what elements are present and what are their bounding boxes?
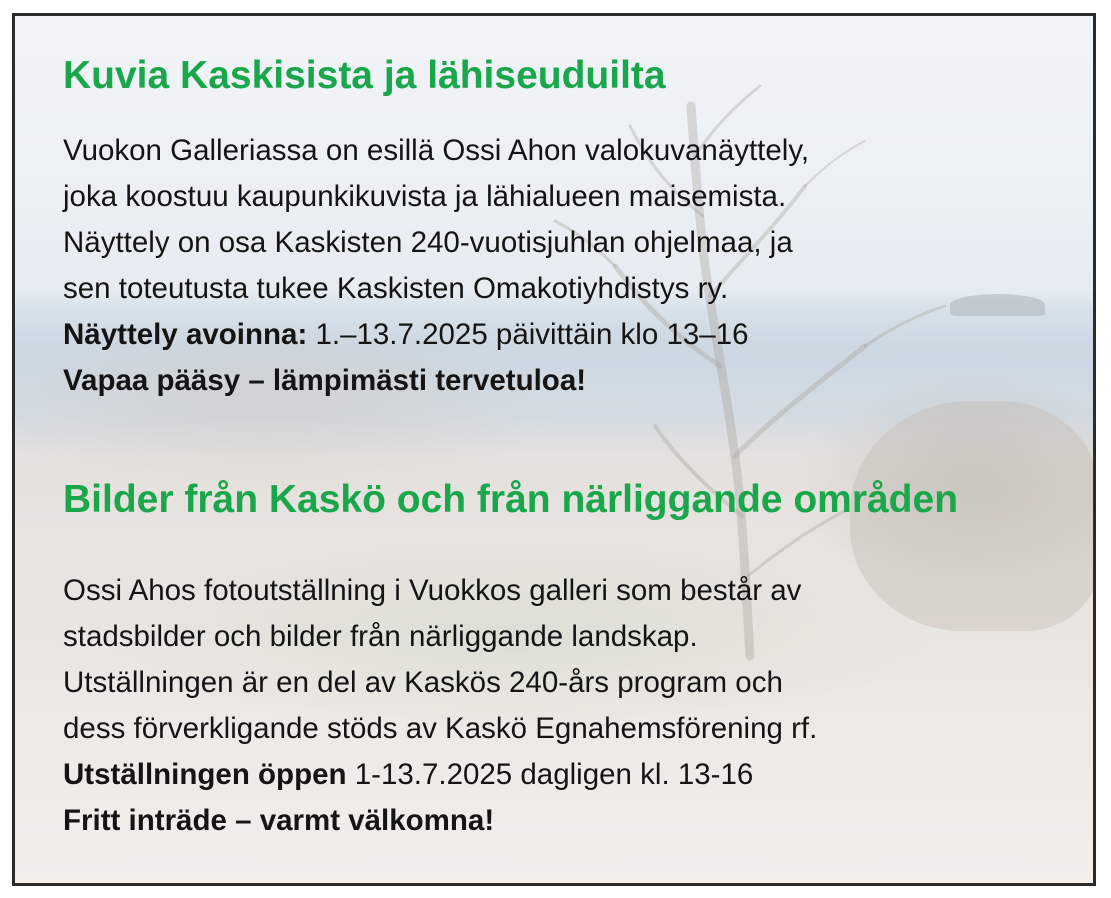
finnish-open-value: 1.–13.7.2025 päivittäin klo 13–16 (307, 318, 749, 351)
swedish-open-label: Utställningen öppen (63, 758, 347, 791)
swedish-open-value: 1-13.7.2025 dagligen kl. 13-16 (346, 758, 754, 791)
finnish-line-3: Näyttely on osa Kaskisten 240-vuotisjuhlan ohjelmaa, ja (63, 226, 793, 259)
swedish-paragraph (63, 568, 817, 844)
poster-content (15, 16, 1093, 883)
finnish-line-4: sen toteutusta tukee Kaskisten Omakotiyhdistys ry. (63, 272, 729, 305)
poster-frame (12, 13, 1096, 886)
finnish-welcome: Vapaa pääsy – lämpimästi tervetuloa! (63, 364, 587, 397)
swedish-line-2: stadsbilder och bilder från närliggande landskap. (63, 620, 698, 653)
finnish-line-1: Vuokon Galleriassa on esillä Ossi Ahon valokuvanäyttely, (63, 134, 810, 167)
swedish-heading: Bilder från Kaskö och från närliggande områden (63, 478, 959, 521)
swedish-opening-hours (63, 752, 817, 798)
swedish-welcome: Fritt inträde – varmt välkomna! (63, 804, 495, 837)
finnish-opening-hours (63, 312, 809, 358)
finnish-heading: Kuvia Kaskisista ja lähiseuduilta (63, 54, 666, 97)
finnish-paragraph (63, 128, 809, 404)
swedish-line-3: Utställningen är en del av Kaskös 240-års program och (63, 666, 783, 699)
swedish-line-1: Ossi Ahos fotoutställning i Vuokkos galleri som består av (63, 574, 802, 607)
swedish-line-4: dess förverkligande stöds av Kaskö Egnahemsförening rf. (63, 712, 818, 745)
finnish-line-2: joka koostuu kaupunkikuvista ja lähialueen maisemista. (63, 180, 787, 213)
finnish-open-label: Näyttely avoinna: (63, 318, 308, 351)
